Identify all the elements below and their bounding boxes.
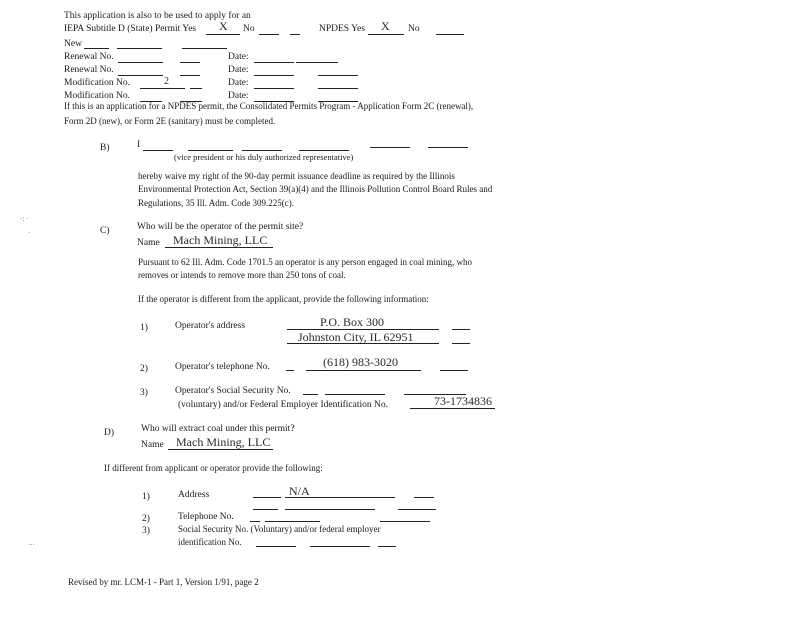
modification-label-2: Modification No. [64, 91, 130, 101]
c-ssn-line-a [303, 394, 318, 395]
iepa-label: IEPA Subtitle D (State) Permit Yes [64, 24, 197, 34]
modification-date-line-1a [254, 88, 294, 89]
d-ssn-line-c [378, 546, 396, 547]
npdes-label: NPDES Yes [319, 24, 365, 34]
section-c-name-line [165, 247, 273, 248]
c-address-line-1b [452, 329, 470, 330]
d-phone-line-a [250, 521, 260, 522]
d-address-line-a [253, 497, 281, 498]
scan-speck-1: ·: · [20, 215, 29, 223]
c-phone-line-b [306, 370, 421, 371]
section-d-name-label: Name [141, 440, 164, 450]
c-item-1-num: 1) [140, 323, 148, 333]
section-b-caption: (vice president or his duly authorized representative) [174, 152, 354, 162]
c-phone-line-c [440, 370, 468, 371]
section-b-line-2 [188, 150, 233, 151]
section-c-name-value: Mach Mining, LLC [173, 233, 268, 247]
section-b-text-2: Environmental Protection Act, Section 39(a)(4) and the Illinois Pollution Control Board Rules and [138, 184, 493, 194]
modification-line-1a [140, 88, 185, 89]
d-item-3-label-2: identification No. [178, 537, 242, 547]
section-d-name-line [168, 449, 273, 450]
d-phone-line-c [380, 521, 430, 522]
renewal-date-line-1b [296, 62, 338, 63]
section-b-line-1 [143, 150, 173, 151]
section-c-name-label: Name [137, 238, 160, 248]
section-b-text-3: Regulations, 35 Ill. Adm. Code 309.225(c). [138, 198, 294, 208]
renewal-line-2b [180, 75, 200, 76]
extra-line [290, 34, 300, 35]
modification-date-label-2: Date: [228, 91, 249, 101]
d-address-line-f [398, 509, 436, 510]
modification-number: 2 [164, 76, 169, 87]
d-item-3-num: 3) [142, 526, 150, 536]
c-fein-value: 73-1734836 [434, 394, 492, 408]
renewal-label-1: Renewal No. [64, 52, 114, 62]
renewal-date-label-1: Date: [228, 52, 249, 62]
new-line-1 [84, 48, 109, 49]
renewal-label-2: Renewal No. [64, 65, 114, 75]
renewal-date-line-2a [254, 75, 294, 76]
section-b-line-4 [299, 150, 349, 151]
c-item-2-num: 2) [140, 364, 148, 374]
section-d-name-value: Mach Mining, LLC [176, 435, 271, 449]
section-d-letter: D) [104, 428, 115, 438]
npdes-yes-line [368, 34, 404, 35]
section-c-pursuant-2: removes or intends to remove more than 250 tons of coal. [138, 270, 346, 280]
npdes-no-line [436, 34, 464, 35]
iepa-yes-line [206, 34, 240, 35]
d-item-3-label: Social Security No. (Voluntary) and/or federal employer [178, 524, 381, 534]
iepa-no-line [259, 34, 279, 35]
renewal-line-2a [118, 75, 163, 76]
d-ssn-line-b [310, 546, 370, 547]
c-address-line-2b [452, 343, 470, 344]
section-b-line-6 [428, 147, 468, 148]
section-c-question: Who will be the operator of the permit site? [137, 222, 304, 232]
renewal-date-line-2b [318, 75, 358, 76]
modification-label-1: Modification No. [64, 78, 130, 88]
d-address-line-d [253, 509, 278, 510]
c-operator-address-1: P.O. Box 300 [320, 315, 385, 329]
d-address-line-c [414, 497, 434, 498]
d-address-line-e [285, 509, 375, 510]
section-d-if-different: If different from applicant or operator provide the following: [104, 463, 323, 473]
section-b-letter: B) [100, 143, 110, 153]
renewal-line-1a [118, 62, 163, 63]
renewal-line-1b [180, 62, 200, 63]
iepa-no-label: No [243, 24, 255, 34]
d-item-2-label: Telephone No. [178, 512, 234, 522]
section-d-question: Who will extract coal under this permit? [141, 424, 295, 434]
section-b-line-5 [370, 147, 410, 148]
npdes-note-line-1: If this is an application for a NPDES permit, the Consolidated Permits Program - Application Form 2C (renewal), [64, 101, 474, 111]
section-b-i: I [137, 140, 141, 150]
c-item-2-label: Operator's telephone No. [175, 362, 270, 372]
section-b-text-1: hereby waive my right of the 90-day permit issuance deadline as required by the Illinois [138, 171, 455, 181]
intro-line: This application is also to be used to apply for an [64, 11, 251, 21]
c-ssn-line-b [325, 394, 385, 395]
npdes-no-label: No [408, 24, 420, 34]
new-line-3 [182, 48, 227, 49]
section-c-letter: C) [100, 226, 110, 236]
d-phone-line-b [265, 521, 320, 522]
scan-speck-3: ··· [28, 541, 35, 549]
d-item-1-label: Address [178, 490, 210, 500]
c-item-1-label: Operator's address [175, 321, 246, 331]
npdes-yes-mark: X [381, 19, 390, 33]
new-line-2 [117, 48, 162, 49]
c-item-3-num: 3) [140, 388, 148, 398]
renewal-date-label-2: Date: [228, 65, 249, 75]
new-label: New [64, 39, 82, 49]
renewal-date-line-1a [254, 62, 294, 63]
c-fein-line [410, 408, 495, 409]
c-address-line-2 [287, 343, 439, 344]
modification-date-line-1b [318, 88, 358, 89]
section-c-if-different: If the operator is different from the applicant, provide the following information: [138, 294, 429, 304]
modification-line-1b [190, 88, 202, 89]
c-operator-address-2: Johnston City, IL 62951 [298, 330, 414, 344]
d-address-line-b [285, 497, 395, 498]
d-ssn-line-a [256, 546, 296, 547]
modification-date-label-1: Date: [228, 78, 249, 88]
d-address-value: N/A [289, 484, 310, 498]
footer-revision: Revised by mr. LCM-1 - Part 1, Version 1/91, page 2 [68, 577, 259, 587]
d-item-1-num: 1) [142, 492, 150, 502]
c-item-3-label-2: (voluntary) and/or Federal Employer Identification No. [178, 400, 388, 410]
section-c-pursuant-1: Pursuant to 62 Ill. Adm. Code 1701.5 an operator is any person engaged in coal mining, who [138, 257, 472, 267]
d-item-2-num: 2) [142, 514, 150, 524]
iepa-yes-mark: X [219, 19, 228, 33]
c-item-3-label: Operator's Social Security No. [175, 386, 291, 396]
scan-speck-2: · [28, 229, 31, 237]
section-b-line-3 [242, 150, 282, 151]
npdes-note-line-2: Form 2D (new), or Form 2E (sanitary) must be completed. [64, 116, 276, 126]
c-operator-phone: (618) 983-3020 [323, 355, 398, 369]
c-phone-line-a [286, 370, 294, 371]
